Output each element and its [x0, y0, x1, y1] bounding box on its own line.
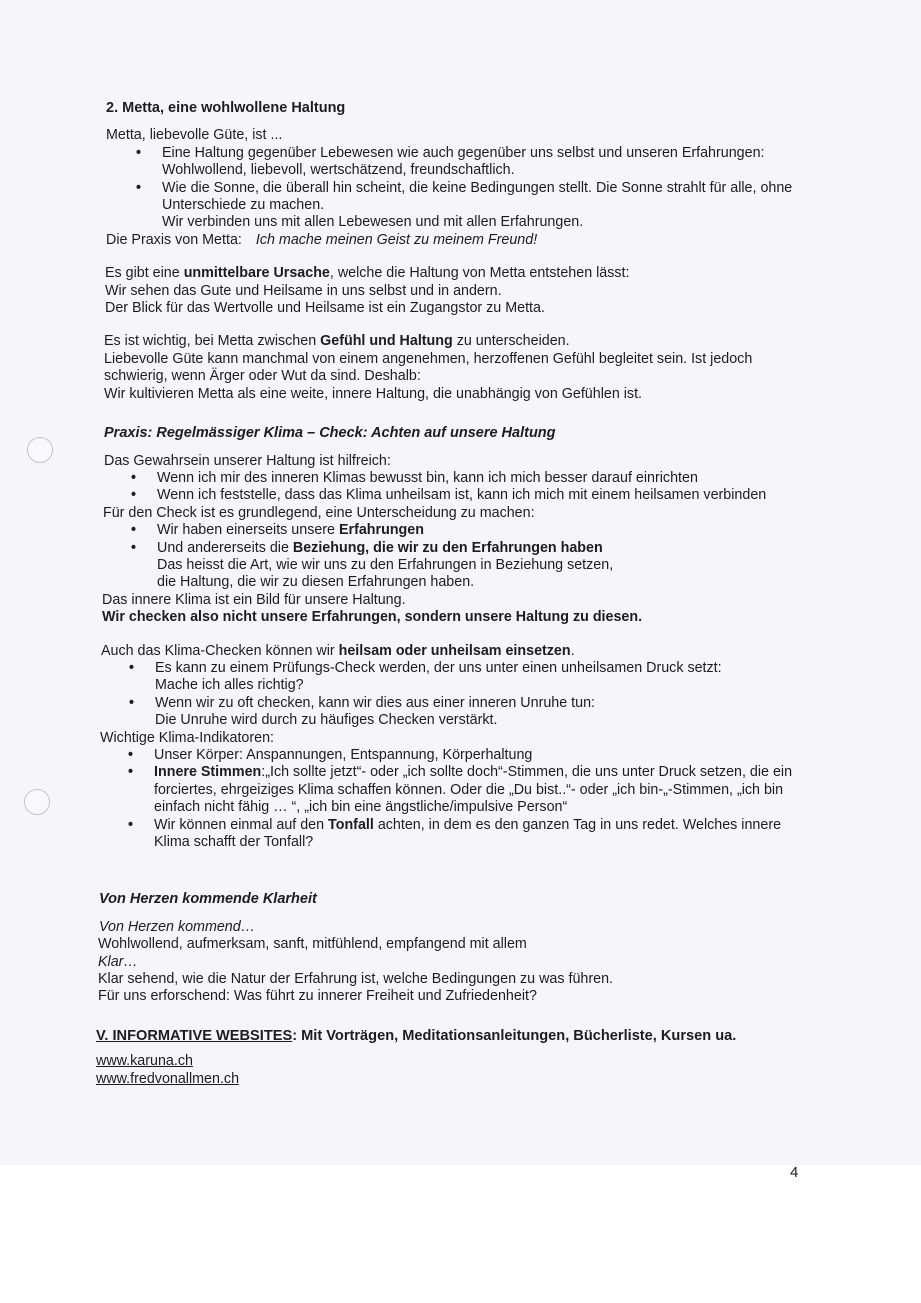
page-number: 4: [790, 1164, 799, 1181]
metta-bullet-list: [96, 145, 816, 215]
check-continuation: Das heisst die Art, wie wir uns zu den Erfahrungen in Beziehung setzen,: [157, 556, 614, 573]
list-item: • Es kann zu einem Prüfungs-Check werden, der uns unter einen unheilsamen Druck setzt:: [99, 660, 816, 677]
text-span: Es gibt eine: [105, 265, 184, 282]
section-heading-metta: 2. Metta, eine wohlwollene Haltung: [106, 100, 346, 116]
use-continuation: Mache ich alles richtig?: [155, 677, 304, 694]
list-item: [98, 764, 816, 816]
bold-span: Innere Stimmen: [154, 764, 262, 781]
list-item: • Wie die Sonne, die überall hin scheint, die keine Bedingungen stellt. Die Sonne strahlt für alle, ohne Unterschiede zu machen.: [106, 180, 816, 215]
text-span: Auch das Klima-Checken können wir: [101, 642, 339, 659]
praxis-bullet-list: [96, 470, 816, 505]
text-span: Wir haben einerseits unsere: [157, 522, 339, 539]
heart-heading: Von Herzen kommende Klarheit: [99, 891, 317, 908]
text-span: Es ist wichtig, bei Metta zwischen: [104, 333, 321, 350]
use-bullet-list-2: [96, 695, 816, 712]
list-item: • Wenn ich mir des inneren Klimas bewusst bin, kann ich mich besser darauf einrichten: [101, 470, 816, 487]
document-body: [96, 100, 816, 1088]
praxis-intro: Das Gewahrsein unserer Haltung ist hilfreich:: [104, 452, 391, 469]
website-link[interactable]: www.fredvonallmen.ch: [96, 1070, 240, 1087]
website-link-item: [96, 1071, 816, 1088]
cause-line: [96, 265, 816, 282]
use-bullet-list: [96, 660, 816, 677]
bold-span: Tonfall: [328, 816, 374, 833]
bold-span: heilsam oder unheilsam einsetzen: [338, 642, 571, 659]
heart-line: Klar sehend, wie die Natur der Erfahrung ist, welche Bedingungen zu was führen.: [98, 971, 613, 988]
distinction-line-3: Wir kultivieren Metta als eine weite, innere Haltung, die unabhängig von Gefühlen ist.: [104, 385, 643, 402]
list-item: [101, 522, 816, 539]
text-span: Und andererseits die: [157, 539, 293, 556]
website-link[interactable]: www.karuna.ch: [96, 1053, 193, 1070]
cause-line-2: Wir sehen das Gute und Heilsame in uns selbst und in andern.: [105, 282, 502, 299]
text-span: :„Ich sollte jetzt“- oder „ich sollte doch“-Stimmen, die uns unter Druck setzen, die ein forciertes, ehrgeiziges Klima schaffen können. Oder die „Du bist..“- oder „ich bin-„-Stimmen, „ich bin einfach nicht fähig … “, „ich bin eine ängstliche/impulsive Person“: [154, 764, 793, 816]
bold-span: Erfahrungen: [338, 522, 424, 539]
punch-hole: [27, 437, 53, 463]
heart-line: Klar…: [98, 953, 138, 970]
check-bullet-list: [96, 522, 816, 557]
text-span: Wir können einmal auf den: [154, 816, 329, 833]
indicator-list: [96, 747, 816, 851]
underlined-span: V. INFORMATIVE WEBSITES: [96, 1027, 293, 1044]
cause-line-3: Der Blick für das Wertvolle und Heilsame ist ein Zugangstor zu Metta.: [105, 300, 545, 317]
list-item: [98, 817, 816, 852]
list-item: • Wenn wir zu oft checken, kann wir dies aus einer inneren Unruhe tun:: [99, 695, 816, 712]
distinction-line-2: Liebevolle Güte kann manchmal von einem angenehmen, herzoffenen Gefühl begleitet sein. Ist jedoch schwierig, wenn Ärger oder Wut da sind. Deshalb:: [104, 350, 753, 385]
use-continuation: Die Unruhe wird durch zu häufiges Checken verstärkt.: [155, 712, 498, 729]
list-item: • Eine Haltung gegenüber Lebewesen wie auch gegenüber uns selbst und unseren Erfahrungen: Wohlwollend, liebevoll, wertschätzend, freundschaftlich.: [106, 145, 816, 180]
indicators-heading: Wichtige Klima-Indikatoren:: [100, 729, 275, 746]
heart-line: Wohlwollend, aufmerksam, sanft, mitfühlend, empfangend mit allem: [98, 936, 527, 953]
text-span: zu unterscheiden.: [452, 333, 570, 350]
punch-hole: [24, 789, 50, 815]
heart-line: Von Herzen kommend…: [99, 918, 256, 935]
bold-span: unmittelbare Ursache: [183, 265, 330, 282]
check-continuation: die Haltung, die wir zu diesen Erfahrungen haben.: [157, 574, 475, 591]
bold-span: Beziehung, die wir zu den Erfahrungen haben: [292, 539, 603, 556]
list-item: [101, 540, 816, 557]
climate-bold-line: Wir checken also nicht unsere Erfahrungen, sondern unsere Haltung zu diesen.: [102, 609, 643, 626]
metta-praxis-line: [96, 232, 816, 249]
metta-bullet-continuation: Wir verbinden uns mit allen Lebewesen und mit allen Erfahrungen.: [162, 214, 584, 231]
check-intro: Für den Check ist es grundlegend, eine Unterscheidung zu machen:: [103, 504, 535, 521]
praxis-label: Die Praxis von Metta:: [106, 231, 242, 248]
text-span: .: [570, 642, 575, 659]
websites-heading: [96, 1028, 816, 1045]
list-item: • Unser Körper: Anspannungen, Entspannung, Körperhaltung: [98, 747, 816, 764]
text-span: , welche die Haltung von Metta entstehen lässt:: [329, 265, 630, 282]
heart-line: Für uns erforschend: Was führt zu innerer Freiheit und Zufriedenheit?: [98, 988, 537, 1005]
scan-margin: [0, 1165, 921, 1303]
text-span: : Mit Vorträgen, Meditationsanleitungen, Bücherliste, Kursen ua.: [292, 1027, 737, 1044]
text-span: achten, in dem es den ganzen Tag in uns redet. Welches innere Klima schafft der Tonfall?: [154, 816, 782, 851]
climate-line: Das innere Klima ist ein Bild für unsere Haltung.: [102, 591, 406, 608]
use-line: [96, 643, 816, 660]
bold-span: Gefühl und Haltung: [320, 333, 453, 350]
website-link-item: [96, 1053, 816, 1070]
list-item: • Wenn ich feststelle, dass das Klima unheilsam ist, kann ich mich mit einem heilsamen verbinden: [101, 487, 816, 504]
distinction-line: [96, 333, 816, 350]
metta-intro: Metta, liebevolle Güte, ist ...: [106, 127, 283, 144]
praxis-heading: Praxis: Regelmässiger Klima – Check: Achten auf unsere Haltung: [104, 425, 556, 442]
praxis-motto: Ich mache meinen Geist zu meinem Freund!: [255, 231, 538, 248]
